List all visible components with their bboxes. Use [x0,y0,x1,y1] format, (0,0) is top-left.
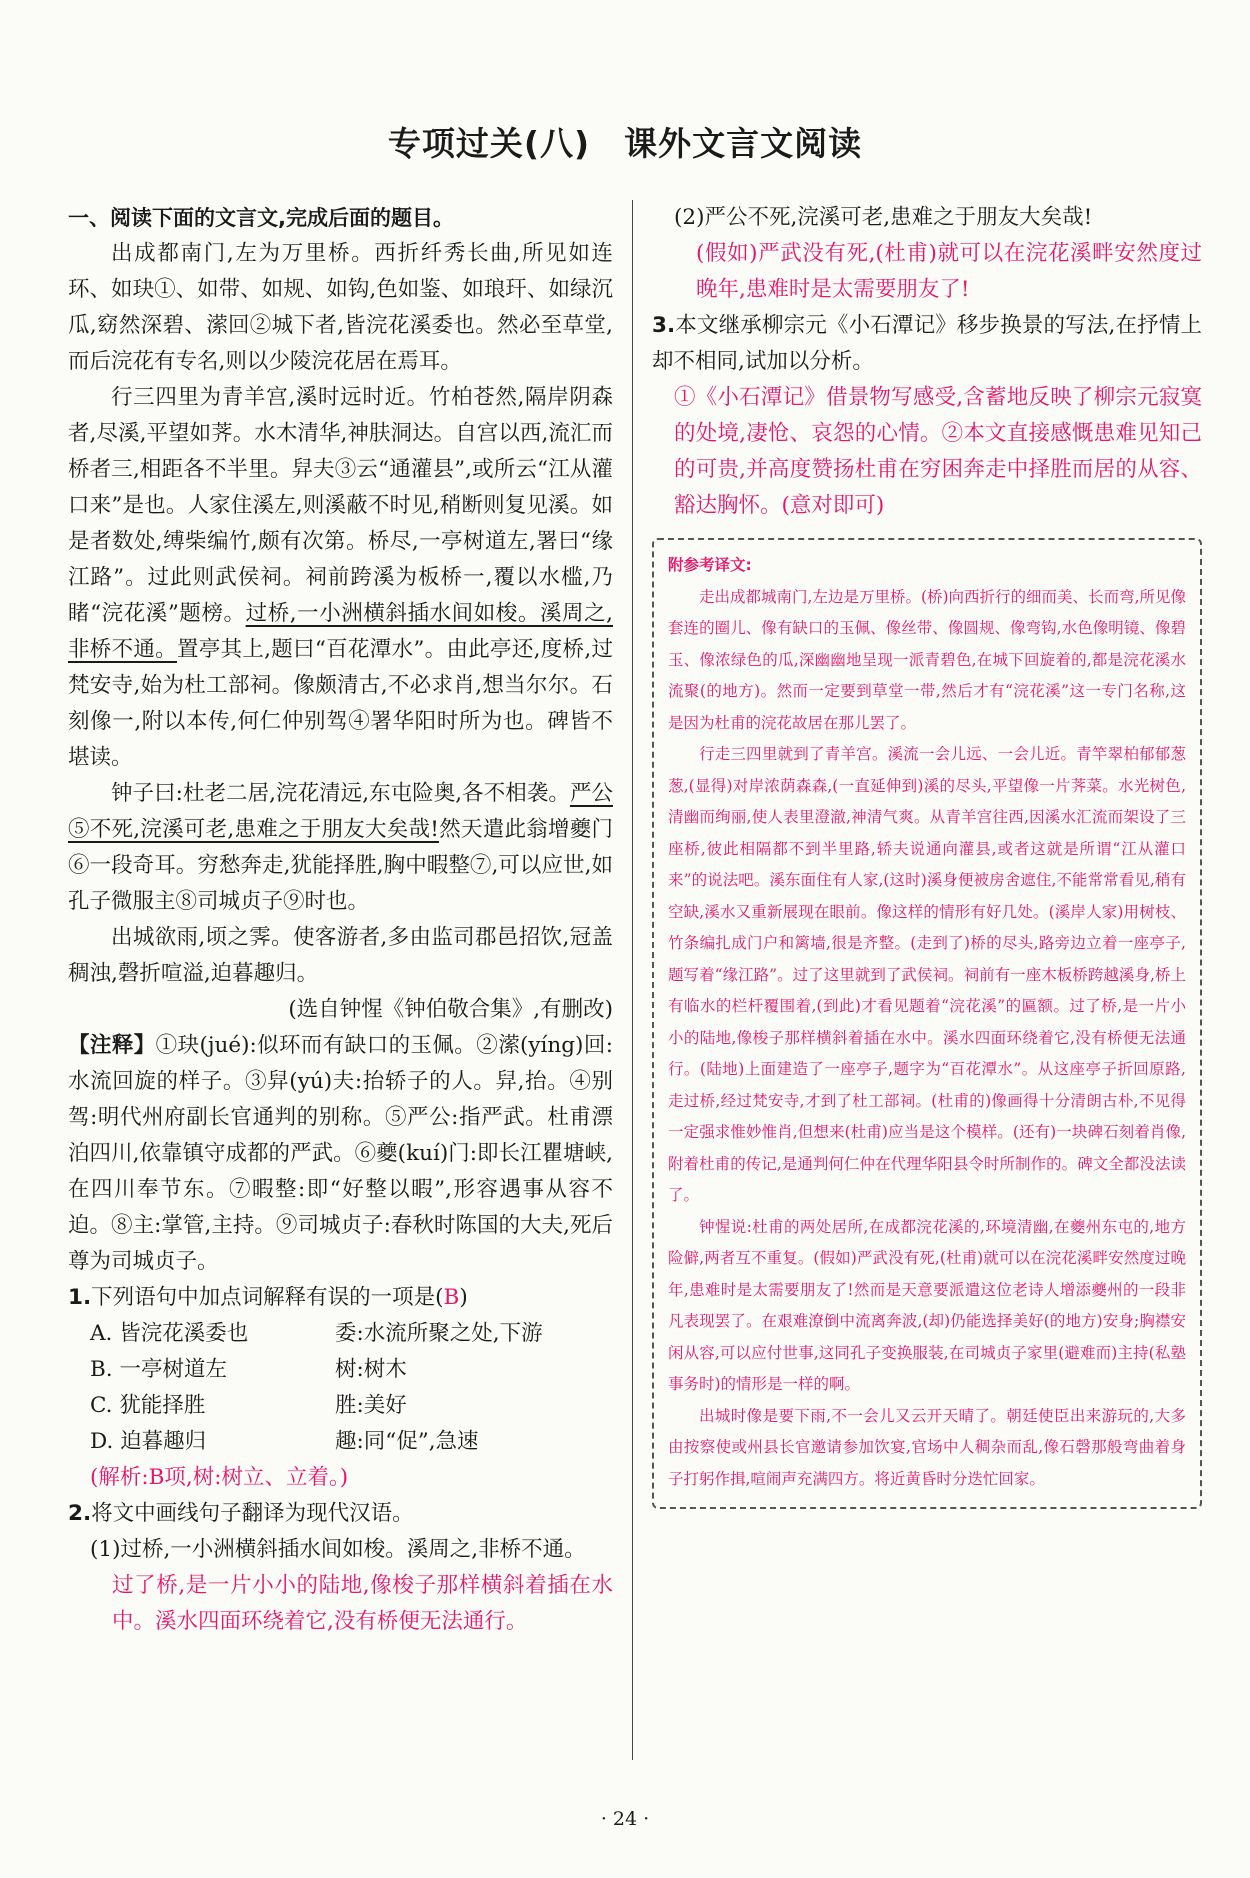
passage-source: (选自钟惺《钟伯敬合集》,有删改) [288,997,613,1022]
translation-paragraph-2: 行走三四里就到了青羊宫。溪流一会儿远、一会儿近。青竿翠柏郁郁葱葱,(显得)对岸浓荫森森,(一直延伸到)溪的尽头,平望像一片荠菜。水光树色,清幽而绚丽,使人表里澄澈,神清气爽。从青羊宫往西,因溪水汇流而架设了三座桥,彼此相隔都不到半里路,轿夫说通向灌县,或者这就是所谓“江从灌口来”的说法吧。溪东面住有人家,(这时)溪身便被房舍遮住,不能常常看见,稍有空缺,溪水又重新展现在眼前。像这样的情形有好几处。(溪岸人家)用树枝、竹条编扎成门户和篱墙,很是齐整。(走到了)桥的尽头,路旁边立着一座亭子,题写着“缘江路”。过了这里就到了武侯祠。祠前有一座木板桥跨越溪身,桥上有临水的栏杆覆围着,(到此)才看见题着“浣花溪”的匾额。过了桥,是一片小小的陆地,像梭子那样横斜着插在水中。溪水四面环绕着它,没有桥便无法通行。(陆地)上面建造了一座亭子,题字为“百花潭水”。从这座亭子折回原路,走过桥,经过梵安寺,才到了杜工部祠。(杜甫的)像画得十分清朗古朴,不见得一定强求惟妙惟肖,但想来(杜甫)应当是这个模样。(还有)一块碑石刻着肖像,附着杜甫的传记,是通判何仁仲在代理华阳县令时所制作的。碑文全都没法读了。 [668,745,1186,1204]
left-column [68,200,613,1640]
reference-translation-box [652,538,1202,1509]
translation-paragraph-4: 出城时像是要下雨,不一会儿又云开天晴了。朝廷使臣出来游玩的,大多由按察使或州县长官邀请参加饮宴,官场中人稠杂而乱,像石磬那般弯曲着身子打躬作揖,喧闹声充满四方。将近黄昏时分迭忙回家。 [668,1406,1186,1488]
question-1-answer: B [443,1285,460,1310]
underlined-sentence-1: 过桥,一小洲横斜插水间如梭。溪周之,非桥不通。 [68,601,614,662]
column-divider [632,200,633,1760]
passage-paragraph-2: 行三四里为青羊宫,溪时远时近。竹柏苍然,隔岸阴森者,尽溪,平望如荠。水木清华,神肤洞达。自宫以西,流汇而桥者三,相距各不半里。舁夫③云“通灌县”,或所云“江从灌口来”是也。人家住溪左,则溪蔽不时见,稍断则复见溪。如是者数处,缚柴编竹,颇有次第。桥尽,一亭树道左,署曰“缘江路”。过此则武侯祠。祠前跨溪为板桥一,覆以水槛,乃睹“浣花溪”题榜。过桥,一小洲横斜插水间如梭。溪周之,非桥不通。置亭其上,题曰“百花潭水”。由此亭还,度桥,过梵安寺,始为杜工部祠。像颇清古,不必求肖,想当尔尔。石刻像一,附以本传,何仁仲别驾④署华阳时所为也。碑皆不堪读。 [68,385,614,770]
question-2-sub-2: (2)严公不死,浣溪可老,患难之于朋友大矣哉! [674,205,1093,230]
question-2: 2.将文中画线句子翻译为现代汉语。 [68,1501,414,1526]
reference-translation-label: 附参考译文: [668,556,752,574]
passage-paragraph-1: 出成都南门,左为万里桥。西折纤秀长曲,所见如连环、如玦①、如带、如规、如钩,色如鉴、如琅玕、如绿沉瓜,窈然深碧、潆回②城下者,皆浣花溪委也。然必至草堂,而后浣花有专名,则以少陵浣花居在焉耳。 [68,241,613,374]
question-2-answer-2: (假如)严武没有死,(杜甫)就可以在浣花溪畔安然度过晚年,患难时是太需要朋友了! [696,241,1202,302]
underlined-sentence-2: 严公⑤不死,浣溪可老,患难之于朋友大矣哉! [68,781,613,842]
translation-paragraph-3: 钟惺说:杜甫的两处居所,在成都浣花溪的,环境清幽,在夔州东屯的,地方险僻,两者互不重复。(假如)严武没有死,(杜甫)就可以在浣花溪畔安然度过晚年,患难时是太需要朋友了!然而是天意要派遣这位老诗人增添夔州的一段非凡表现罢了。在艰难潦倒中流离奔波,(却)仍能选择美好(的地方)安身;胸襟安闲从容,可以应付世事,这同孔子变换服装,在司城贞子家里(避难而)主持(私塾事务时)的情形是一样的啊。 [668,1217,1186,1393]
question-1-analysis: (解析:B项,树:树立、立着。) [90,1465,349,1490]
right-column [652,200,1202,1509]
page-number: · 24 · [600,1808,650,1830]
option-c: C. 犹能择胜 胜:美好 [90,1393,407,1418]
question-2-answer-1: 过了桥,是一片小小的陆地,像梭子那样横斜着插在水中。溪水四面环绕着它,没有桥便无法通行。 [112,1573,613,1634]
notes: 【注释】①玦(jué):似环而有缺口的玉佩。②潆(yíng)回:水流回旋的样子。③舁(yú)夫:抬轿子的人。舁,抬。④别驾:明代州府副长官通判的别称。⑤严公:指严武。杜甫漂泊四川,依靠镇守成都的严武。⑥夔(kuí)门:即长江瞿塘峡,在四川奉节东。⑦暇整:即“好整以暇”,形容遇事从容不迫。⑧主:掌管,主持。⑨司城贞子:春秋时陈国的大夫,死后尊为司城贞子。 [68,1033,613,1274]
question-2-sub-1: (1)过桥,一小洲横斜插水间如梭。溪周之,非桥不通。 [90,1537,586,1562]
passage-paragraph-3: 钟子曰:杜老二居,浣花清远,东屯险奥,各不相袭。严公⑤不死,浣溪可老,患难之于朋友大矣哉!然天遣此翁增夔门⑥一段奇耳。穷愁奔走,犹能择胜,胸中暇整⑦,可以应世,如孔子微服主⑧司城贞子⑨时也。 [68,781,613,914]
question-3: 3.本文继承柳宗元《小石潭记》移步换景的写法,在抒情上却不相同,试加以分析。 [652,313,1202,374]
option-d: D. 迫暮趣归 趣:同“促”,急速 [90,1429,479,1454]
notes-label: 【注释】 [68,1033,156,1058]
section-heading: 一、阅读下面的文言文,完成后面的题目。 [68,206,454,230]
page-title: 专项过关(八) 课外文言文阅读 [387,124,863,163]
option-b: B. 一亭树道左 树:树木 [90,1357,407,1382]
question-3-answer: ①《小石潭记》借景物写感受,含蓄地反映了柳宗元寂寞的处境,凄怆、哀怨的心情。②本文直接感慨患难见知己的可贵,并高度赞扬杜甫在穷困奔走中择胜而居的从容、豁达胸怀。(意对即可) [674,385,1202,518]
question-1: 1.下列语句中加点词解释有误的一项是(B) [68,1285,468,1310]
option-a: A. 皆浣花溪委也 委:水流所聚之处,下游 [90,1321,543,1346]
translation-paragraph-1: 走出成都城南门,左边是万里桥。(桥)向西折行的细而美、长而弯,所见像套连的圈儿、像有缺口的玉佩、像丝带、像圆规、像弯钩,水色像明镜、像碧玉、像浓绿色的瓜,深幽幽地呈现一派青碧色,在城下回旋着的,都是浣花溪水流聚(的地方)。然而一定要到草堂一带,然后才有“浣花溪”这一专门名称,这是因为杜甫的浣花故居在那儿罢了。 [668,587,1186,732]
passage-paragraph-4: 出城欲雨,顷之霁。使客游者,多由监司郡邑招饮,冠盖稠浊,磬折喧溢,迫暮趣归。 [68,925,613,986]
